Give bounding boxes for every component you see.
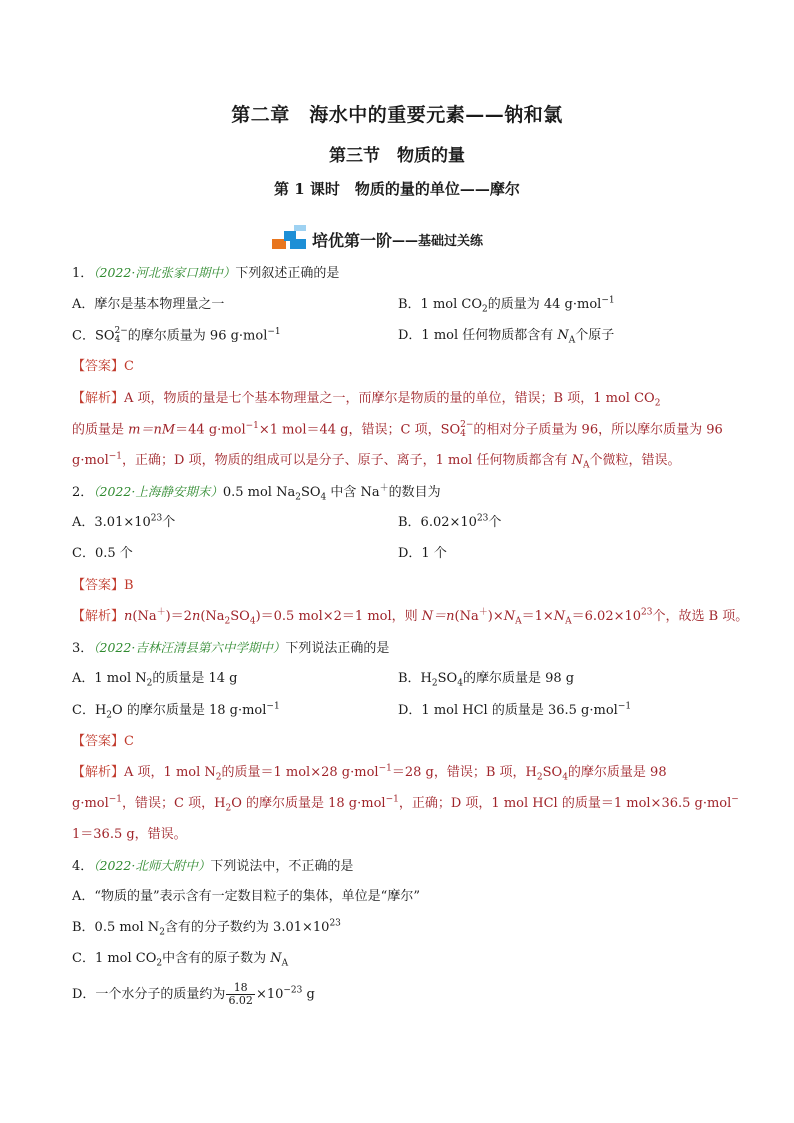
- lesson-title: 第 1 课时 物质的量的单位——摩尔: [274, 180, 520, 198]
- q4-option-c: C．1 mol $CO_2$中含有的原子数为 $N_A$: [72, 951, 289, 969]
- q1-explanation-line1: 【解析】A 项，物质的量是七个基本物理量之一，而摩尔是物质的量的单位，错误；B 项，1 mol $CO_2$: [72, 391, 661, 409]
- q1-source: （2022·河北张家口期中）: [93, 265, 236, 280]
- q3-source: （2022·吉林汪清县第六中学期中）: [93, 640, 286, 655]
- q4-stem: 4．（2022·北师大附中）下列说法中，不正确的是: [72, 858, 354, 874]
- tier-heading: [272, 225, 483, 253]
- stairs-icon: [272, 225, 308, 253]
- q3-explanation-line2: g·mol$^{-1}$，错误；C 项，$H_2O$ 的摩尔质量是 18 g·mol$^{-1}$，正确；D 项，1 mol HCl 的质量＝1 mol×36.5 g·mol−: [72, 794, 739, 814]
- fraction: $\frac{18}{6.02}$: [228, 981, 253, 1007]
- tier-main: 培优第一阶: [312, 230, 393, 250]
- q1-explanation-line3: g·mol$^{-1}$，正确；D 项，物质的组成可以是分子、原子、离子，1 mol 任何物质都含有 $N_A$个微粒，错误。: [72, 451, 681, 471]
- q2-source: （2022·上海静安期末）: [93, 484, 223, 499]
- q2-answer: 【答案】B: [72, 578, 134, 593]
- q3-option-a: A．1 mol $N_2$的质量是 14 g: [72, 671, 238, 689]
- q3-explanation-line3: 1＝36.5 g，错误。: [72, 827, 187, 842]
- q4-source: （2022·北师大附中）: [93, 858, 211, 873]
- q4-option-d: D．一个水分子的质量约为 $\frac{18}{6.02}$ $\times 10^{-23}$ g: [72, 981, 315, 1007]
- q2-option-c: C．0.5 个: [72, 546, 133, 561]
- q1-stem: 1．（2022·河北张家口期中）下列叙述正确的是: [72, 265, 340, 281]
- q3-answer: 【答案】C: [72, 734, 134, 749]
- q3-option-b: B．$H_2SO_4$的摩尔质量是 98 g: [398, 671, 575, 689]
- q2-option-a: A．$3.01\times 10^{23}$个: [72, 513, 176, 530]
- q3-option-c: C．$H_2O$ 的摩尔质量是 18 g·mol$^{-1}$: [72, 701, 280, 721]
- q4-option-b: B．0.5 mol $N_2$含有的分子数约为 $3.01\times 10^{23}$: [72, 918, 341, 938]
- q1-option-d: D．1 mol 任何物质都含有 $N_A$个原子: [398, 328, 615, 346]
- q2-explanation: 【解析】$n(Na^+)=2n(Na_2SO_4)=0.5$ mol×2＝1 mol，则 $N=n(Na^+)\times N_A=1\times N_A=6.02\times 10^{23}$个，故选 B 项。: [72, 607, 749, 627]
- q3-explanation-line1: 【解析】A 项，1 mol $N_2$的质量＝1 mol×28 g·mol$^{-1}$＝28 g，错误；B 项，$H_2SO_4$的摩尔质量是 98: [72, 763, 667, 783]
- q1-explanation-line2: 的质量是 m＝nM＝44 g·mol$^{-1}$×1 mol＝44 g，错误；C 项，SO 2− 4 的相对分子质量为 96，所以摩尔质量为 96: [72, 420, 723, 439]
- q2-option-d: D．1 个: [398, 546, 447, 561]
- q3-option-d: D．1 mol HCl 的质量是 36.5 g·mol$^{-1}$: [398, 701, 632, 718]
- q2-option-b: B．$6.02\times 10^{23}$个: [398, 513, 502, 530]
- q2-stem: 2．（2022·上海静安期末）0.5 mol $Na_2SO_4$ 中含 Na＋的数目为: [72, 483, 441, 503]
- q1-answer: 【答案】C: [72, 359, 134, 374]
- q1-option-c: C．SO 2− 4 的摩尔质量为 96 g·mol$^{-1}$: [72, 326, 281, 345]
- q4-option-a: A．“物质的量”表示含有一定数目粒子的集体，单位是“摩尔”: [72, 889, 420, 904]
- section-title: 第三节 物质的量: [329, 146, 465, 166]
- q1-option-b: B．1 mol $CO_2$的质量为 44 g·mol$^{-1}$: [398, 295, 615, 315]
- tier-sub: ——基础过关练: [392, 233, 484, 249]
- chapter-title: 第二章 海水中的重要元素——钠和氯: [231, 104, 563, 126]
- q1-option-a: A．摩尔是基本物理量之一: [72, 297, 225, 312]
- q3-stem: 3．（2022·吉林汪清县第六中学期中）下列说法正确的是: [72, 640, 390, 656]
